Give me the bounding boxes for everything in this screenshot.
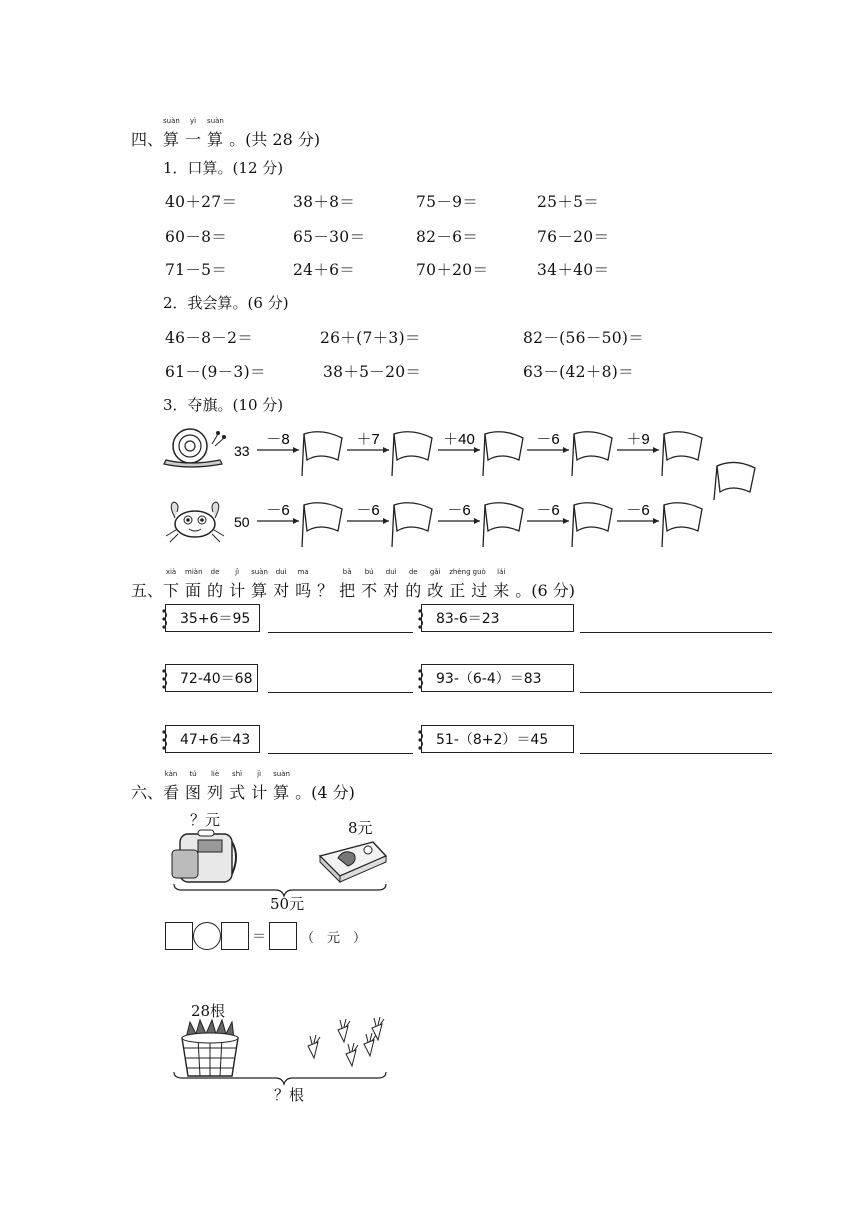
operation-label: ＋40 bbox=[443, 431, 475, 448]
flag-pole bbox=[483, 434, 485, 476]
flag-pole bbox=[302, 434, 304, 476]
q3-title: 3．夺旗。(10 分) bbox=[163, 396, 284, 414]
pinyin: suàn bbox=[163, 117, 180, 125]
pic2-top-label: 28根 bbox=[191, 1002, 226, 1020]
hanzi: 对 bbox=[273, 581, 290, 600]
arrow-head bbox=[293, 447, 299, 453]
spiral-binding-icon bbox=[161, 728, 169, 752]
answer-row bbox=[165, 922, 366, 950]
operation-label: －6 bbox=[536, 502, 560, 519]
heading-char bbox=[207, 568, 224, 601]
flag-pole bbox=[572, 434, 574, 476]
oral-calc-item: 70＋20＝ bbox=[416, 261, 489, 279]
pinyin: suàn bbox=[251, 568, 268, 576]
hanzi: 对 bbox=[383, 581, 400, 600]
hanzi: 看 bbox=[163, 783, 180, 802]
pinyin: yì bbox=[189, 117, 197, 125]
pinyin: lái bbox=[497, 568, 506, 576]
section-tail: 。(6 分) bbox=[515, 581, 576, 600]
hanzi: 式 bbox=[229, 783, 246, 802]
answer-flag[interactable] bbox=[304, 503, 342, 531]
check-card bbox=[421, 725, 574, 753]
operation-label: －6 bbox=[626, 502, 650, 519]
operation-label: －8 bbox=[266, 431, 290, 448]
check-expression: 51-（8+2）＝45 bbox=[436, 732, 549, 748]
unit-label: （ 元 ） bbox=[301, 930, 367, 946]
heading-char bbox=[361, 568, 378, 601]
hanzi: 吗 bbox=[295, 581, 312, 600]
pic2-total: ？根 bbox=[274, 1086, 305, 1104]
hanzi: 图 bbox=[185, 783, 202, 802]
section-4-heading bbox=[131, 117, 321, 150]
oral-calc-item: 75－9＝ bbox=[416, 193, 479, 211]
oral-calc-item: 82－6＝ bbox=[416, 228, 479, 246]
check-card bbox=[165, 725, 260, 753]
spiral-binding-icon bbox=[417, 667, 425, 691]
answer-box-2[interactable] bbox=[221, 922, 249, 950]
answer-flag[interactable] bbox=[574, 432, 612, 460]
operation-label: ＋7 bbox=[356, 431, 380, 448]
check-expression: 72-40＝68 bbox=[180, 671, 253, 687]
oral-calc-item: 34＋40＝ bbox=[537, 261, 610, 279]
hanzi: 来 bbox=[493, 581, 510, 600]
section-number: 六、 bbox=[131, 783, 164, 802]
answer-flag[interactable] bbox=[664, 503, 702, 531]
backpack-icon bbox=[172, 830, 236, 882]
pinyin: bǎ bbox=[342, 568, 352, 576]
pinyin: suàn bbox=[273, 770, 290, 778]
heading-char bbox=[185, 770, 202, 803]
hanzi: 算 bbox=[207, 130, 224, 149]
check-card bbox=[165, 604, 260, 632]
pinyin: bú bbox=[364, 568, 374, 576]
arrow-head bbox=[383, 518, 389, 524]
answer-flag[interactable] bbox=[574, 503, 612, 531]
arrow-head bbox=[383, 447, 389, 453]
operation-label: ＋9 bbox=[626, 431, 650, 448]
pinyin: tú bbox=[189, 770, 197, 778]
section-5-heading bbox=[131, 568, 576, 601]
pinyin: zhèng bbox=[449, 568, 471, 576]
operation-label: －6 bbox=[266, 502, 290, 519]
pic1-illustration bbox=[168, 826, 390, 898]
correction-answer-line[interactable] bbox=[268, 753, 413, 754]
flag-pole bbox=[572, 505, 574, 547]
mixed-calc-item: 38＋5－20＝ bbox=[323, 363, 422, 381]
heading-char bbox=[405, 568, 422, 601]
pinyin: gǎi bbox=[429, 568, 441, 576]
arrow-head bbox=[563, 447, 569, 453]
oral-calc-item: 40＋27＝ bbox=[165, 193, 238, 211]
oral-calc-item: 71－5＝ bbox=[165, 261, 228, 279]
oral-calc-item: 65－30＝ bbox=[293, 228, 366, 246]
correction-answer-line[interactable] bbox=[580, 753, 772, 754]
hanzi: 过 bbox=[471, 581, 488, 600]
flag-chain-diagram bbox=[160, 420, 770, 550]
oral-calc-item: 76－20＝ bbox=[537, 228, 610, 246]
flag-pole bbox=[392, 434, 394, 476]
hanzi: 面 bbox=[185, 581, 202, 600]
oral-calc-item: 60－8＝ bbox=[165, 228, 228, 246]
hanzi: 列 bbox=[207, 783, 224, 802]
spiral-binding-icon bbox=[417, 607, 425, 631]
answer-box-1[interactable] bbox=[165, 922, 193, 950]
arrow-head bbox=[563, 518, 569, 524]
hanzi: 算 bbox=[273, 783, 290, 802]
pinyin: jì bbox=[257, 770, 262, 778]
heading-char bbox=[229, 770, 246, 803]
pinyin: duì bbox=[385, 568, 397, 576]
heading-char bbox=[317, 578, 333, 601]
pinyin: kàn bbox=[164, 770, 178, 778]
check-expression: 35+6＝95 bbox=[180, 611, 251, 627]
heading-char bbox=[163, 117, 180, 150]
check-expression: 93-（6-4）＝83 bbox=[436, 671, 542, 687]
spiral-binding-icon bbox=[161, 667, 169, 691]
q1-title: 1．口算。(12 分) bbox=[163, 159, 284, 177]
section-6-heading bbox=[131, 770, 355, 803]
hanzi: 正 bbox=[449, 581, 466, 600]
operation-label: －6 bbox=[356, 502, 380, 519]
pencil-case-icon bbox=[320, 842, 386, 882]
pinyin: guò bbox=[472, 568, 486, 576]
start-number: 33 bbox=[234, 443, 250, 459]
heading-char bbox=[207, 770, 224, 803]
heading-char bbox=[471, 568, 488, 601]
heading-char bbox=[449, 568, 471, 601]
pinyin: xià bbox=[165, 568, 177, 576]
hanzi: 不 bbox=[361, 581, 378, 600]
flag-pole bbox=[302, 505, 304, 547]
pinyin: duì bbox=[275, 568, 287, 576]
pinyin: de bbox=[210, 568, 220, 576]
pinyin: shì bbox=[232, 770, 243, 778]
check-card bbox=[421, 664, 574, 692]
correction-answer-line[interactable] bbox=[268, 692, 413, 693]
mixed-calc-item: 26＋(7＋3)＝ bbox=[320, 329, 421, 347]
heading-char bbox=[427, 568, 444, 601]
spiral-binding-icon bbox=[161, 607, 169, 631]
start-number: 50 bbox=[234, 514, 250, 530]
hanzi: 的 bbox=[405, 581, 422, 600]
hanzi: 下 bbox=[163, 581, 180, 600]
heading-char bbox=[251, 568, 268, 601]
answer-operator-circle[interactable] bbox=[193, 922, 221, 950]
crab-icon bbox=[166, 502, 224, 542]
hanzi: 计 bbox=[229, 581, 246, 600]
final-flag bbox=[714, 462, 755, 500]
snail-icon bbox=[164, 429, 226, 467]
answer-flag[interactable] bbox=[304, 432, 342, 460]
heading-char bbox=[207, 117, 224, 150]
oral-calc-item: 25＋5＝ bbox=[537, 193, 600, 211]
heading-char bbox=[185, 568, 203, 601]
pic1-right-label: 8元 bbox=[348, 819, 373, 837]
heading-char bbox=[163, 770, 180, 803]
arrow-head bbox=[653, 447, 659, 453]
section-tail: 。(4 分) bbox=[295, 783, 355, 802]
hanzi: 算 bbox=[251, 581, 268, 600]
check-card bbox=[165, 664, 258, 692]
heading-char bbox=[229, 568, 246, 601]
pinyin: de bbox=[408, 568, 418, 576]
answer-flag[interactable] bbox=[485, 432, 523, 460]
oral-calc-item: 38＋8＝ bbox=[293, 193, 356, 211]
flag-pole bbox=[392, 505, 394, 547]
pinyin: liè bbox=[210, 770, 220, 778]
pic1-total: 50元 bbox=[270, 895, 305, 913]
hanzi: 一 bbox=[185, 130, 202, 149]
mixed-calc-item: 82－(56－50)＝ bbox=[523, 329, 645, 347]
basket-icon bbox=[182, 1020, 238, 1076]
hanzi: 把 bbox=[339, 581, 356, 600]
q2-title: 2．我会算。(6 分) bbox=[163, 294, 289, 312]
pinyin: suàn bbox=[207, 117, 224, 125]
operation-label: －6 bbox=[536, 431, 560, 448]
flag-pole bbox=[483, 505, 485, 547]
mixed-calc-item: 63－(42＋8)＝ bbox=[523, 363, 634, 381]
arrow-head bbox=[474, 518, 480, 524]
hanzi: 的 bbox=[207, 581, 224, 600]
section-number: 四、 bbox=[131, 130, 164, 149]
pic2-illustration bbox=[168, 1016, 390, 1086]
check-expression: 47+6＝43 bbox=[180, 732, 251, 748]
heading-char bbox=[273, 770, 290, 803]
arrow-head bbox=[474, 447, 480, 453]
heading-char bbox=[295, 568, 312, 601]
check-card bbox=[421, 604, 574, 632]
heading-char bbox=[185, 117, 202, 150]
section-number: 五、 bbox=[131, 581, 164, 600]
hanzi: 改 bbox=[427, 581, 444, 600]
carrots-icon bbox=[308, 1017, 384, 1066]
pinyin: miàn bbox=[185, 568, 203, 576]
pinyin: jì bbox=[235, 568, 240, 576]
hanzi: 算 bbox=[163, 130, 180, 149]
answer-box-3[interactable] bbox=[269, 922, 297, 950]
heading-char bbox=[383, 568, 400, 601]
oral-calc-item: 24＋6＝ bbox=[293, 261, 356, 279]
correction-answer-line[interactable] bbox=[580, 692, 772, 693]
heading-char bbox=[251, 770, 268, 803]
hanzi: 计 bbox=[251, 783, 268, 802]
spiral-binding-icon bbox=[417, 728, 425, 752]
answer-flag[interactable] bbox=[485, 503, 523, 531]
correction-answer-line[interactable] bbox=[580, 632, 772, 633]
equals-sign: ＝ bbox=[252, 929, 266, 945]
section-tail: 。(共 28 分) bbox=[229, 130, 321, 149]
pic1-left-label: ？元 bbox=[190, 811, 221, 829]
mixed-calc-item: 61－(9－3)＝ bbox=[165, 363, 266, 381]
hanzi: ？ bbox=[317, 581, 334, 600]
heading-char bbox=[493, 568, 510, 601]
heading-char bbox=[339, 568, 356, 601]
answer-flag[interactable] bbox=[664, 432, 702, 460]
answer-flag[interactable] bbox=[394, 432, 432, 460]
check-expression: 83-6＝23 bbox=[436, 611, 500, 627]
correction-answer-line[interactable] bbox=[268, 632, 413, 633]
arrow-head bbox=[293, 518, 299, 524]
operation-label: －6 bbox=[447, 502, 471, 519]
pinyin: ma bbox=[297, 568, 309, 576]
answer-flag[interactable] bbox=[394, 503, 432, 531]
flag-pole bbox=[662, 505, 664, 547]
flag-pole bbox=[662, 434, 664, 476]
heading-char bbox=[163, 568, 180, 601]
heading-char bbox=[273, 568, 290, 601]
arrow-head bbox=[653, 518, 659, 524]
mixed-calc-item: 46－8－2＝ bbox=[165, 329, 254, 347]
